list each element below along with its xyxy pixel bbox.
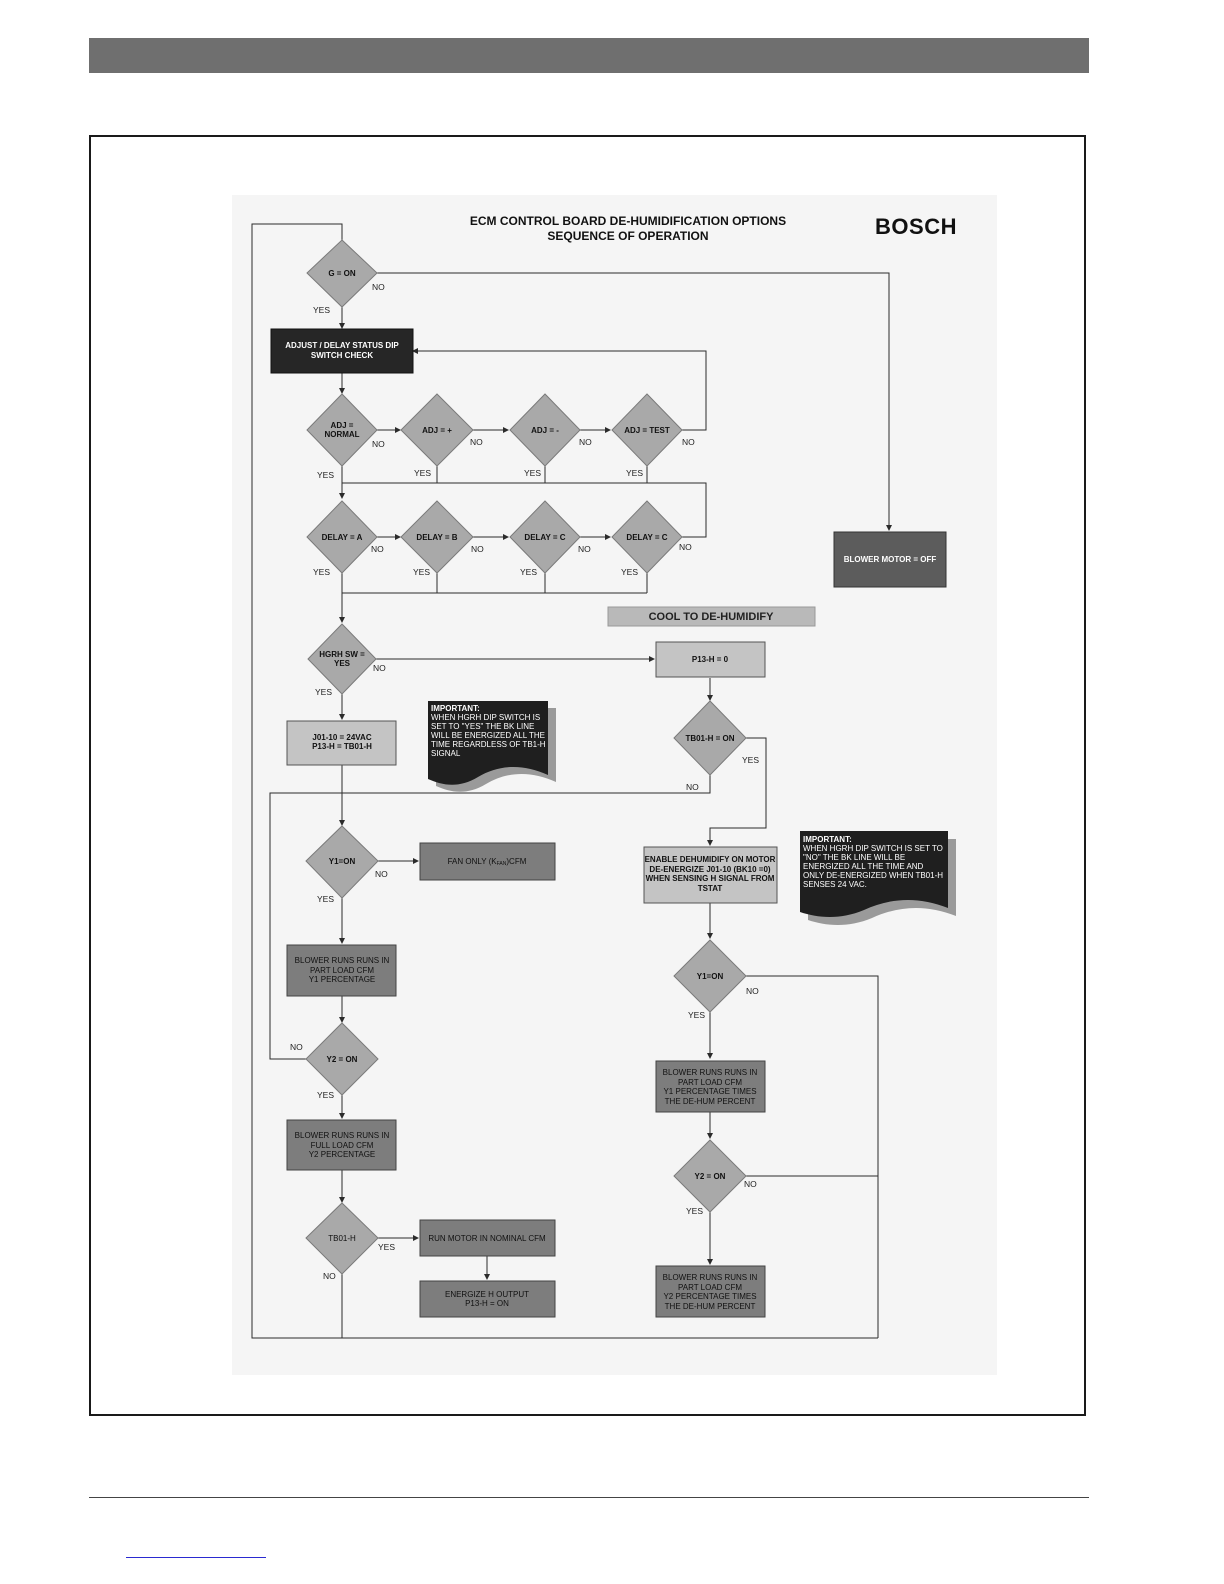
svg-text:TIME REGARDLESS OF TB1-H: TIME REGARDLESS OF TB1-H bbox=[431, 740, 546, 749]
label-no: NO bbox=[470, 437, 483, 447]
svg-text:FAN ONLY (KFAN)CFM: FAN ONLY (KFAN)CFM bbox=[447, 857, 527, 867]
label-no: NO bbox=[372, 282, 385, 292]
bosch-logo: BOSCH bbox=[875, 214, 957, 239]
label-yes: YES bbox=[313, 305, 331, 315]
box-right-part-load-y1 bbox=[656, 1061, 765, 1112]
svg-text:WHEN SENSING H SIGNAL FROM: WHEN SENSING H SIGNAL FROM bbox=[645, 874, 775, 883]
svg-text:P13-H = ON: P13-H = ON bbox=[465, 1299, 509, 1308]
box-p13-h-zero bbox=[656, 642, 765, 677]
svg-text:G = ON: G = ON bbox=[328, 269, 356, 278]
label-yes: YES bbox=[313, 567, 331, 577]
svg-text:YES: YES bbox=[333, 659, 351, 668]
svg-text:Y1=ON: Y1=ON bbox=[696, 972, 724, 981]
svg-text:IMPORTANT:: IMPORTANT: bbox=[803, 835, 852, 844]
svg-text:BLOWER RUNS RUNS IN: BLOWER RUNS RUNS IN bbox=[294, 956, 390, 965]
svg-text:Y2 PERCENTAGE TIMES: Y2 PERCENTAGE TIMES bbox=[663, 1292, 757, 1301]
box-energize-h-output bbox=[420, 1281, 555, 1317]
label-no: NO bbox=[579, 437, 592, 447]
svg-text:PART LOAD CFM: PART LOAD CFM bbox=[677, 1283, 743, 1292]
box-right-part-load-y2 bbox=[656, 1266, 765, 1317]
svg-text:DE-ENERGIZE J01-10 (BK10 =0): DE-ENERGIZE J01-10 (BK10 =0) bbox=[649, 865, 771, 874]
label-no: NO bbox=[746, 986, 759, 996]
box-full-load-y2 bbox=[287, 1120, 396, 1170]
box-dip-switch-check bbox=[271, 329, 413, 373]
svg-text:IMPORTANT:: IMPORTANT: bbox=[431, 704, 480, 713]
svg-text:WILL BE ENERGIZED ALL THE: WILL BE ENERGIZED ALL THE bbox=[431, 731, 545, 740]
box-blower-motor-off bbox=[834, 532, 946, 587]
svg-text:THE DE-HUM PERCENT: THE DE-HUM PERCENT bbox=[664, 1097, 756, 1106]
svg-text:BLOWER RUNS RUNS IN: BLOWER RUNS RUNS IN bbox=[662, 1068, 758, 1077]
svg-text:ONLY DE-ENERGIZED WHEN TB01-H: ONLY DE-ENERGIZED WHEN TB01-H bbox=[803, 871, 944, 880]
label-yes: YES bbox=[621, 567, 639, 577]
svg-text:PART LOAD CFM: PART LOAD CFM bbox=[309, 966, 375, 975]
svg-text:SENSES 24 VAC.: SENSES 24 VAC. bbox=[803, 880, 867, 889]
svg-text:FULL LOAD CFM: FULL LOAD CFM bbox=[310, 1141, 374, 1150]
label-yes: YES bbox=[317, 470, 335, 480]
label-no: NO bbox=[686, 782, 699, 792]
svg-text:PART LOAD CFM: PART LOAD CFM bbox=[677, 1078, 743, 1087]
svg-text:ADJ = +: ADJ = + bbox=[422, 426, 452, 435]
svg-text:SIGNAL: SIGNAL bbox=[431, 749, 461, 758]
svg-text:SWITCH CHECK: SWITCH CHECK bbox=[310, 351, 374, 360]
footer-link-underline[interactable] bbox=[126, 1557, 266, 1558]
label-yes: YES bbox=[414, 468, 432, 478]
svg-text:"NO" THE BK LINE WILL BE: "NO" THE BK LINE WILL BE bbox=[803, 853, 906, 862]
label-yes: YES bbox=[315, 687, 333, 697]
svg-text:ADJ = -: ADJ = - bbox=[531, 426, 559, 435]
svg-text:NORMAL: NORMAL bbox=[324, 430, 360, 439]
svg-text:BLOWER MOTOR = OFF: BLOWER MOTOR = OFF bbox=[843, 555, 937, 564]
svg-text:Y1 PERCENTAGE: Y1 PERCENTAGE bbox=[308, 975, 376, 984]
svg-text:Y1 PERCENTAGE TIMES: Y1 PERCENTAGE TIMES bbox=[663, 1087, 757, 1096]
label-no: NO bbox=[578, 544, 591, 554]
svg-text:THE DE-HUM PERCENT: THE DE-HUM PERCENT bbox=[664, 1302, 756, 1311]
label-no: NO bbox=[323, 1271, 336, 1281]
label-yes: YES bbox=[626, 468, 644, 478]
label-yes: YES bbox=[413, 567, 431, 577]
diagram-title: ECM CONTROL BOARD DE-HUMIDIFICATION OPTIONS bbox=[469, 214, 787, 228]
svg-text:ENERGIZE H OUTPUT: ENERGIZE H OUTPUT bbox=[444, 1290, 530, 1299]
svg-text:Y2 = ON: Y2 = ON bbox=[694, 1172, 726, 1181]
svg-text:TB01-H: TB01-H bbox=[328, 1234, 356, 1243]
box-fan-only bbox=[420, 843, 555, 880]
svg-text:Y1=ON: Y1=ON bbox=[328, 857, 356, 866]
svg-text:ADJ = TEST: ADJ = TEST bbox=[624, 426, 670, 435]
box-j01-10 bbox=[287, 721, 396, 765]
svg-text:WHEN HGRH DIP SWITCH IS SET TO: WHEN HGRH DIP SWITCH IS SET TO bbox=[803, 844, 943, 853]
box-enable-dehumidify bbox=[644, 847, 777, 903]
box-run-motor-nominal bbox=[420, 1220, 555, 1256]
svg-text:COOL TO DE-HUMIDIFY: COOL TO DE-HUMIDIFY bbox=[648, 611, 774, 623]
svg-text:HGRH SW =: HGRH SW = bbox=[319, 650, 365, 659]
svg-text:P13-H = TB01-H: P13-H = TB01-H bbox=[312, 742, 372, 751]
label-yes: YES bbox=[686, 1206, 704, 1216]
svg-text:SET TO "YES" THE BK LINE: SET TO "YES" THE BK LINE bbox=[431, 722, 535, 731]
svg-text:BLOWER RUNS RUNS IN: BLOWER RUNS RUNS IN bbox=[662, 1273, 758, 1282]
svg-text:Y2 PERCENTAGE: Y2 PERCENTAGE bbox=[308, 1150, 376, 1159]
box-part-load-y1 bbox=[287, 945, 396, 996]
label-yes: YES bbox=[688, 1010, 706, 1020]
svg-text:DELAY = A: DELAY = A bbox=[321, 533, 363, 542]
svg-text:P13-H = 0: P13-H = 0 bbox=[691, 655, 729, 664]
label-no: NO bbox=[375, 869, 388, 879]
svg-text:ENERGIZED ALL THE TIME AND: ENERGIZED ALL THE TIME AND bbox=[803, 862, 924, 871]
label-yes: YES bbox=[742, 755, 760, 765]
label-no: NO bbox=[373, 663, 386, 673]
label-no: NO bbox=[471, 544, 484, 554]
svg-text:J01-10 = 24VAC: J01-10 = 24VAC bbox=[312, 733, 372, 742]
svg-text:ADJUST / DELAY STATUS DIP: ADJUST / DELAY STATUS DIP bbox=[285, 341, 399, 350]
svg-text:BLOWER RUNS RUNS IN: BLOWER RUNS RUNS IN bbox=[294, 1131, 390, 1140]
label-no: NO bbox=[372, 439, 385, 449]
svg-text:DELAY = C: DELAY = C bbox=[524, 533, 566, 542]
svg-text:Y2 = ON: Y2 = ON bbox=[326, 1055, 358, 1064]
label-yes: YES bbox=[317, 894, 335, 904]
label-no: NO bbox=[744, 1179, 757, 1189]
label-yes: YES bbox=[317, 1090, 335, 1100]
diagram-subtitle: SEQUENCE OF OPERATION bbox=[547, 229, 709, 243]
label-no: NO bbox=[290, 1042, 303, 1052]
svg-text:ENABLE DEHUMIDIFY ON MOTOR: ENABLE DEHUMIDIFY ON MOTOR bbox=[644, 855, 776, 864]
svg-text:WHEN HGRH DIP SWITCH IS: WHEN HGRH DIP SWITCH IS bbox=[431, 713, 541, 722]
svg-text:TB01-H = ON: TB01-H = ON bbox=[685, 734, 735, 743]
label-yes: YES bbox=[378, 1242, 396, 1252]
svg-text:RUN MOTOR IN NOMINAL CFM: RUN MOTOR IN NOMINAL CFM bbox=[428, 1234, 546, 1243]
svg-text:DELAY = C: DELAY = C bbox=[626, 533, 668, 542]
label-no: NO bbox=[679, 542, 692, 552]
label-yes: YES bbox=[520, 567, 538, 577]
svg-text:ADJ =: ADJ = bbox=[330, 421, 354, 430]
label-yes: YES bbox=[524, 468, 542, 478]
footer-rule bbox=[89, 1497, 1089, 1498]
label-no: NO bbox=[682, 437, 695, 447]
cool-to-dehumidify-banner bbox=[608, 607, 815, 626]
svg-text:TSTAT: TSTAT bbox=[697, 884, 723, 893]
svg-text:DELAY = B: DELAY = B bbox=[416, 533, 458, 542]
label-no: NO bbox=[371, 544, 384, 554]
